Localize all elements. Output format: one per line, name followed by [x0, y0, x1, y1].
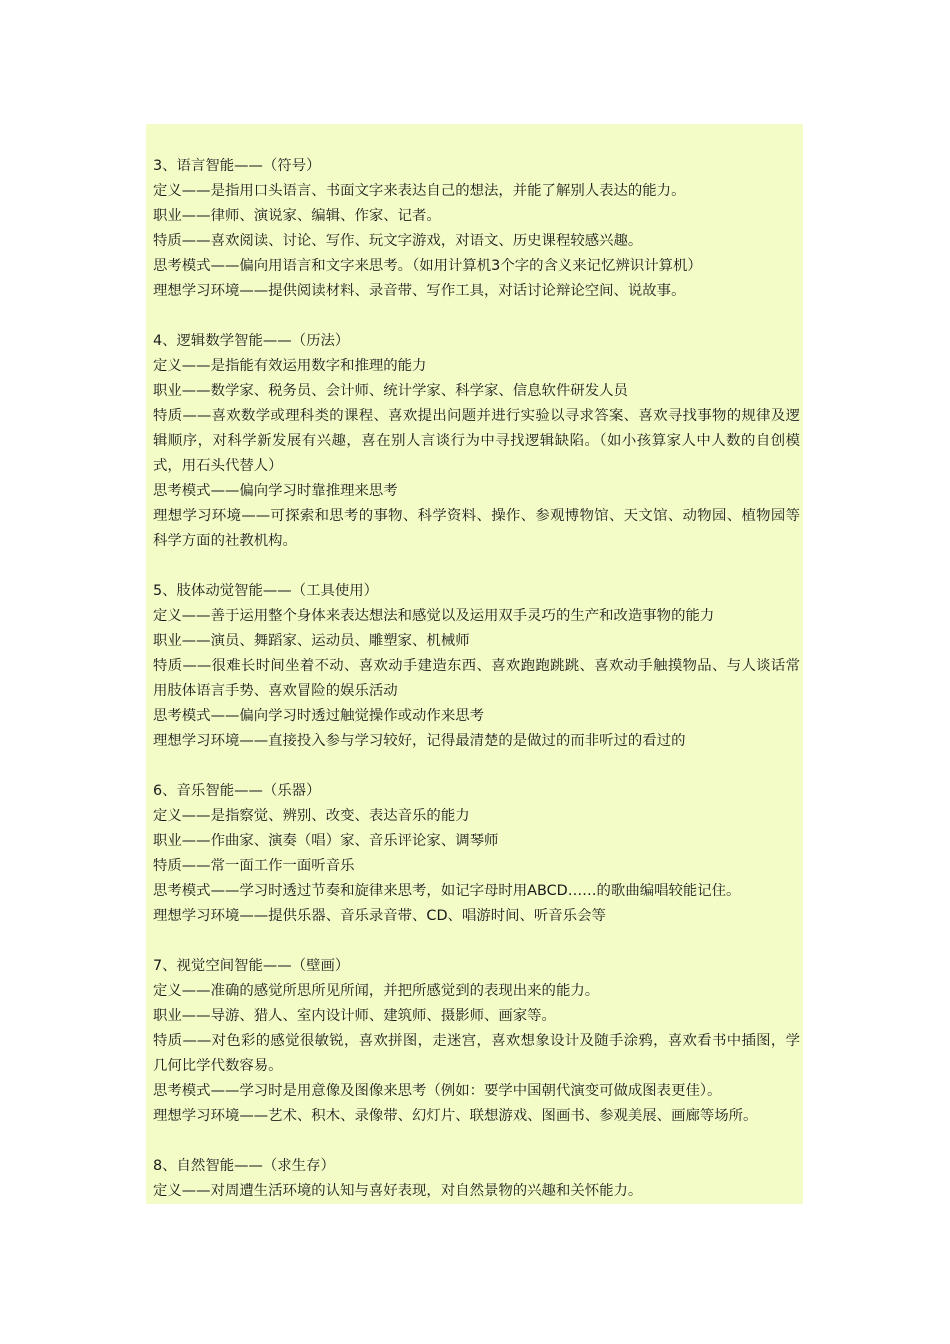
- occupation-line: 职业——演员、舞蹈家、运动员、雕塑家、机械师: [153, 633, 470, 649]
- thinking-mode-line: 思考模式——偏向用语言和文字来思考。（如用计算机3个字的含义来记忆辨识计算机）: [153, 258, 702, 274]
- thinking-mode-line: 思考模式——学习时是用意像及图像来思考（例如：要学中国朝代演变可做成图表更佳）。: [153, 1083, 722, 1099]
- section-musical-intelligence: [153, 779, 803, 929]
- section-heading: 4、逻辑数学智能——（历法）: [153, 333, 350, 349]
- thinking-mode-line: 思考模式——偏向学习时靠推理来思考: [153, 483, 398, 499]
- definition-line: 定义——是指用口头语言、书面文字来表达自己的想法，并能了解别人表达的能力。: [153, 183, 686, 199]
- document-body: [146, 124, 803, 1204]
- traits-line: 特质——常一面工作一面听音乐: [153, 858, 355, 874]
- traits-line: 特质——对色彩的感觉很敏锐，喜欢拼图，走迷宫，喜欢想象设计及随手涂鸦，喜欢看书中插图，学几何比学代数容易。: [153, 1033, 800, 1074]
- section-bodily-kinesthetic-intelligence: [153, 579, 803, 754]
- traits-line: 特质——很难长时间坐着不动、喜欢动手建造东西、喜欢跑跑跳跳、喜欢动手触摸物品、与人谈话常用肢体语言手势、喜欢冒险的娱乐活动: [153, 658, 800, 699]
- occupation-line: 职业——数学家、税务员、会计师、统计学家、科学家、信息软件研发人员: [153, 383, 628, 399]
- section-heading: 3、语言智能——（符号）: [153, 158, 321, 174]
- learning-environment-line: 理想学习环境——艺术、积木、录像带、幻灯片、联想游戏、图画书、参观美展、画廊等场所。: [153, 1108, 758, 1124]
- traits-line: 特质——喜欢阅读、讨论、写作、玩文字游戏，对语文、历史课程较感兴趣。: [153, 233, 643, 249]
- occupation-line: 职业——导游、猎人、室内设计师、建筑师、摄影师、画家等。: [153, 1008, 556, 1024]
- section-visual-spatial-intelligence: [153, 954, 803, 1129]
- section-linguistic-intelligence: [153, 154, 803, 304]
- definition-line: 定义——是指能有效运用数字和推理的能力: [153, 358, 427, 374]
- occupation-line: 职业——律师、演说家、编辑、作家、记者。: [153, 208, 441, 224]
- thinking-mode-line: 思考模式——偏向学习时透过触觉操作或动作来思考: [153, 708, 484, 724]
- section-heading: 6、音乐智能——（乐器）: [153, 783, 321, 799]
- section-heading: 8、自然智能——（求生存）: [153, 1158, 335, 1174]
- definition-line: 定义——准确的感觉所思所见所闻，并把所感觉到的表现出来的能力。: [153, 983, 600, 999]
- definition-line: 定义——是指察觉、辨别、改变、表达音乐的能力: [153, 808, 470, 824]
- occupation-line: 职业——作曲家、演奏（唱）家、音乐评论家、调琴师: [153, 833, 499, 849]
- learning-environment-line: 理想学习环境——提供阅读材料、录音带、写作工具，对话讨论辩论空间、说故事。: [153, 283, 686, 299]
- learning-environment-line: 理想学习环境——提供乐器、音乐录音带、CD、唱游时间、听音乐会等: [153, 908, 606, 924]
- learning-environment-line: 理想学习环境——可探索和思考的事物、科学资料、操作、参观博物馆、天文馆、动物园、植物园等科学方面的社教机构。: [153, 508, 800, 549]
- thinking-mode-line: 思考模式——学习时透过节奏和旋律来思考，如记字母时用ABCD……的歌曲编唱较能记住。: [153, 883, 741, 899]
- section-logical-mathematical-intelligence: [153, 329, 803, 554]
- section-heading: 7、视觉空间智能——（壁画）: [153, 958, 350, 974]
- section-naturalist-intelligence: [153, 1154, 803, 1204]
- learning-environment-line: 理想学习环境——直接投入参与学习较好，记得最清楚的是做过的而非听过的看过的: [153, 733, 686, 749]
- section-heading: 5、肢体动觉智能——（工具使用）: [153, 583, 379, 599]
- traits-line: 特质——喜欢数学或理科类的课程、喜欢提出问题并进行实验以寻求答案、喜欢寻找事物的规律及逻辑顺序，对科学新发展有兴趣，喜在别人言谈行为中寻找逻辑缺陷。（如小孩算家人中人数的自创模式，用石头代替人）: [153, 408, 800, 474]
- definition-line: 定义——对周遭生活环境的认知与喜好表现，对自然景物的兴趣和关怀能力。: [153, 1183, 643, 1199]
- definition-line: 定义——善于运用整个身体来表达想法和感觉以及运用双手灵巧的生产和改造事物的能力: [153, 608, 715, 624]
